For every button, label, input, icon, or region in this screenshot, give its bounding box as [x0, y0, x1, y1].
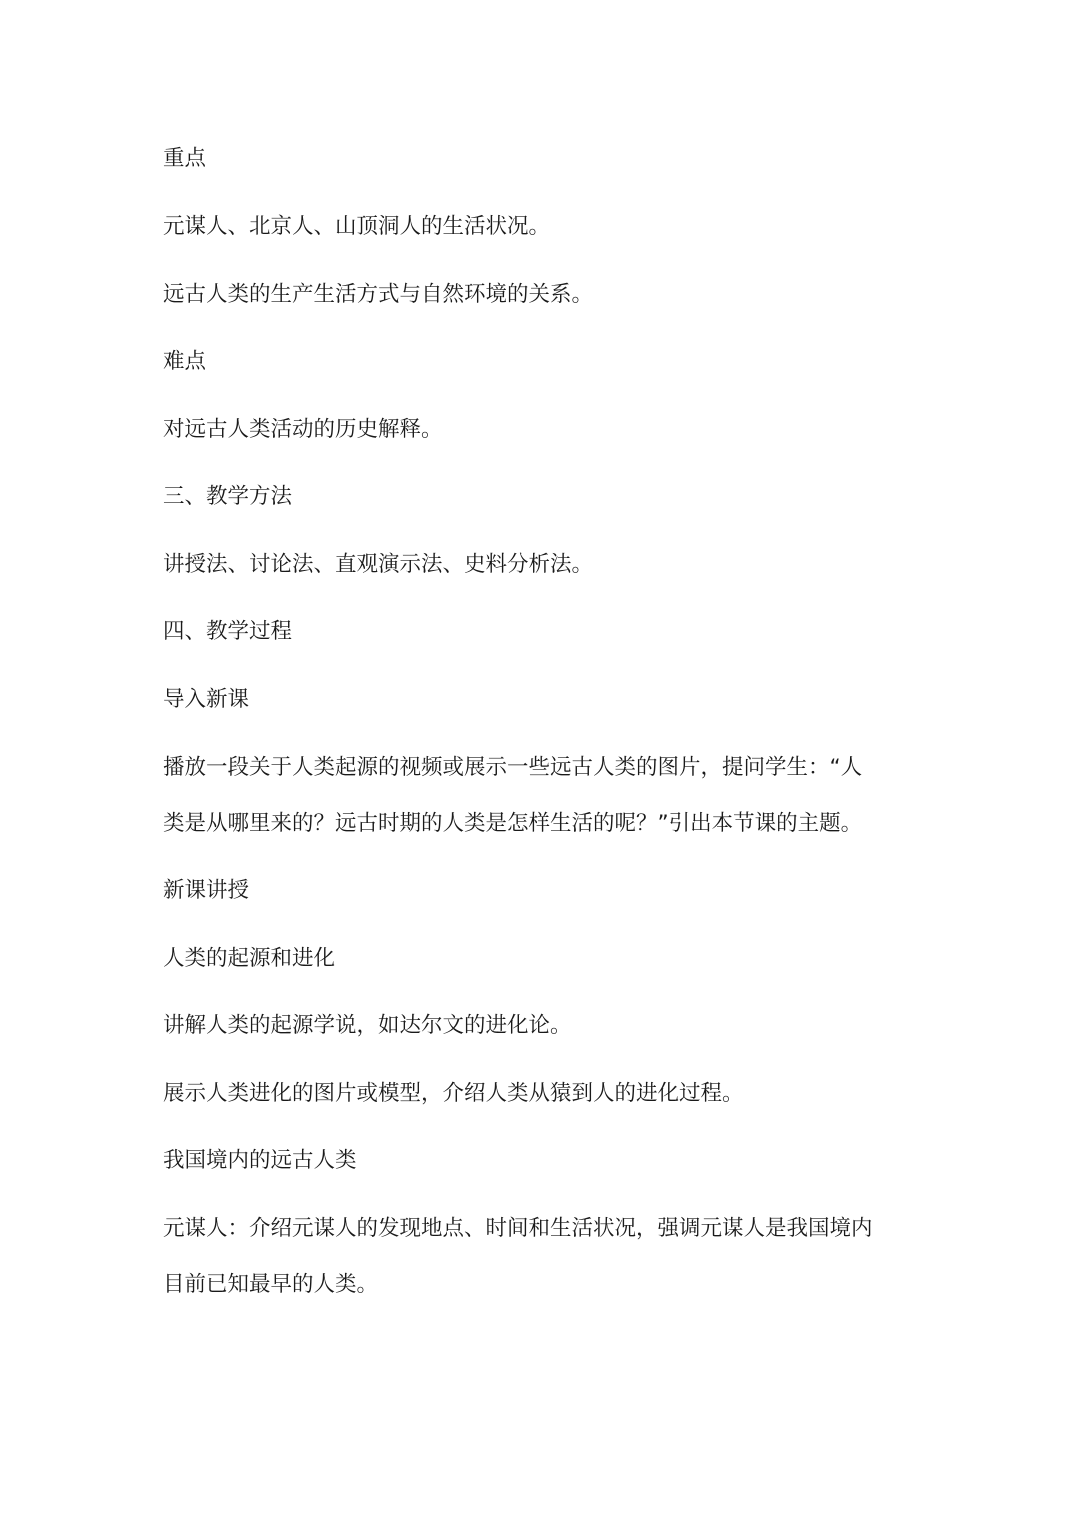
- paragraph-teaching-methods: 讲授法、讨论法、直观演示法、史料分析法。: [163, 552, 594, 577]
- heading-key-points: 重点: [163, 146, 207, 171]
- heading-teaching-process: 四、教学过程: [163, 619, 293, 644]
- paragraph-key-point-1: 元谋人、北京人、山顶洞人的生活状况。: [163, 214, 551, 239]
- heading-difficulties: 难点: [163, 349, 207, 374]
- paragraph-key-point-2: 远古人类的生产生活方式与自然环境的关系。: [163, 282, 594, 307]
- heading-ancient-humans-china: 我国境内的远古人类: [163, 1148, 357, 1173]
- heading-new-lesson: 新课讲授: [163, 878, 250, 903]
- paragraph-difficulty-1: 对远古人类活动的历史解释。: [163, 417, 443, 442]
- paragraph-origin-theory: 讲解人类的起源学说，如达尔文的进化论。: [163, 1013, 572, 1038]
- paragraph-yuanmou-line-1: 元谋人：介绍元谋人的发现地点、时间和生活状况，强调元谋人是我国境内: [163, 1216, 873, 1241]
- paragraph-introduction-line-1: 播放一段关于人类起源的视频或展示一些远古人类的图片，提问学生：“人: [163, 755, 863, 780]
- heading-origin-evolution: 人类的起源和进化: [163, 946, 336, 971]
- paragraph-evolution-display: 展示人类进化的图片或模型，介绍人类从猿到人的进化过程。: [163, 1081, 744, 1106]
- paragraph-introduction-line-2: 类是从哪里来的？远古时期的人类是怎样生活的呢？”引出本节课的主题。: [163, 811, 863, 836]
- heading-teaching-methods: 三、教学方法: [163, 484, 293, 509]
- heading-introduction: 导入新课: [163, 687, 250, 712]
- paragraph-yuanmou-line-2: 目前已知最早的人类。: [163, 1272, 379, 1297]
